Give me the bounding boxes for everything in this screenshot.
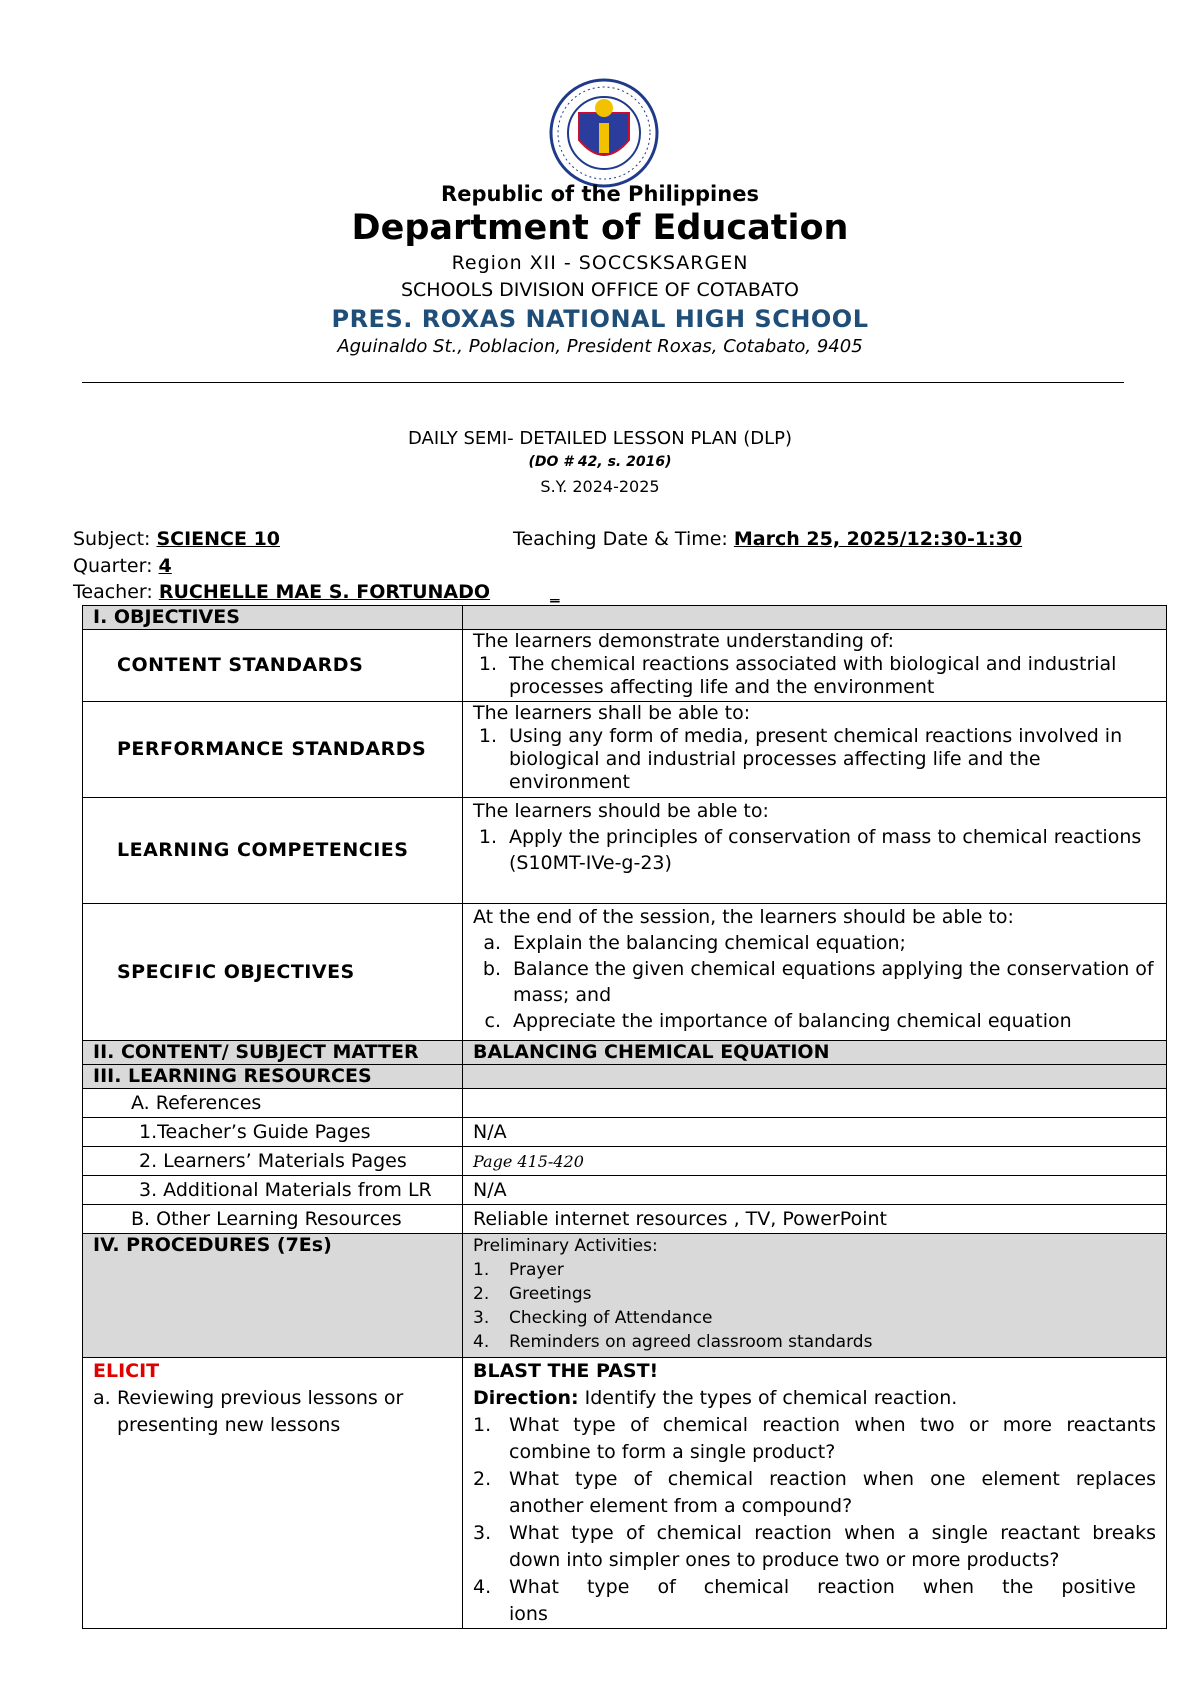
department-title: Department of Education (351, 208, 849, 248)
school-year: S.Y. 2024-2025 (540, 477, 660, 496)
list-item: a. Explain the balancing chemical equation; (483, 932, 906, 954)
elicit-sub-item: a. Reviewing previous lessons or presenting new lessons (93, 1387, 404, 1436)
list-item: 2. What type of chemical reaction when one element replaces another element from a compound? (473, 1468, 1156, 1517)
procedures-row (83, 1234, 1167, 1358)
specific-objectives-cell (463, 904, 1167, 1041)
procedures-intro: Preliminary Activities: (473, 1236, 658, 1256)
references-row (83, 1089, 1167, 1118)
teachers-guide-value: N/A (463, 1118, 1167, 1147)
list-item: 4. Reminders on agreed classroom standards (473, 1332, 873, 1352)
plan-title: DAILY SEMI- DETAILED LESSON PLAN (DLP) (407, 428, 792, 449)
date-label: Teaching Date & Time: (513, 528, 734, 550)
deped-seal-icon (549, 78, 659, 188)
content-standards-cell (463, 630, 1167, 702)
additional-materials-row (83, 1176, 1167, 1205)
content-standards-row (83, 630, 1167, 702)
performance-standards-label: PERFORMANCE STANDARDS (83, 702, 463, 798)
quarter-value: 4 (158, 555, 172, 577)
objectives-heading: I. OBJECTIVES (83, 606, 463, 630)
list-item: 1. What type of chemical reaction when two or more reactants combine to form a single product? (473, 1414, 1156, 1463)
other-resources-value: Reliable internet resources , TV, PowerPoint (463, 1205, 1167, 1234)
performance-standards-cell (463, 702, 1167, 798)
learners-materials-label: 2. Learners’ Materials Pages (83, 1147, 463, 1176)
division-line: SCHOOLS DIVISION OFFICE OF COTABATO (400, 279, 800, 301)
quarter-field (73, 555, 172, 577)
teachers-guide-row (83, 1118, 1167, 1147)
objectives-header-row (83, 606, 1167, 630)
elicit-cell (83, 1358, 463, 1629)
list-item: 1. Using any form of media, present chemical reactions involved in biological and industrial processes affecting life and the environment (478, 725, 1123, 793)
other-resources-row (83, 1205, 1167, 1234)
list-item: 2. Greetings (473, 1284, 592, 1304)
content-row (83, 1041, 1167, 1065)
list-item: b. Balance the given chemical equations applying the conservation of mass; and (482, 958, 1154, 1006)
performance-standards-intro: The learners shall be able to: (473, 702, 751, 724)
learners-materials-row (83, 1147, 1167, 1176)
learning-competencies-row (83, 798, 1167, 904)
competency-code: (S10MT-IVe-g-23) (509, 852, 672, 874)
learning-competencies-intro: The learners should be able to: (473, 800, 769, 822)
resources-label: III. LEARNING RESOURCES (83, 1065, 463, 1089)
list-item: 1. The chemical reactions associated with biological and industrial processes affecting life and the environment (478, 653, 1117, 698)
subject-value: SCIENCE 10 (156, 528, 281, 550)
content-standards-intro: The learners demonstrate understanding of: (473, 630, 895, 652)
republic-line: Republic of the Philippines (441, 182, 759, 206)
procedures-label: IV. PROCEDURES (7Es) (83, 1234, 463, 1358)
learning-competencies-label: LEARNING COMPETENCIES (83, 798, 463, 904)
references-label: A. References (83, 1089, 463, 1118)
additional-materials-label: 3. Additional Materials from LR (83, 1176, 463, 1205)
header-divider (82, 382, 1124, 383)
elicit-label: ELICIT (93, 1360, 160, 1382)
learning-competencies-cell (463, 798, 1167, 904)
list-item: 3. What type of chemical reaction when a single reactant breaks down into simpler ones to produce two or more products? (473, 1522, 1156, 1571)
specific-objectives-label: SPECIFIC OBJECTIVES (83, 904, 463, 1041)
subject-label: Subject: (73, 528, 157, 550)
teacher-label: Teacher: (73, 581, 159, 603)
quarter-label: Quarter: (73, 555, 159, 577)
additional-materials-value: N/A (463, 1176, 1167, 1205)
elicit-activity-cell (463, 1358, 1167, 1629)
plan-order: (DO # 42, s. 2016) (528, 454, 672, 470)
specific-objectives-row (83, 904, 1167, 1041)
list-item: c. Appreciate the importance of balancing chemical equation (484, 1010, 1072, 1032)
teacher-field (73, 581, 560, 603)
region-line: Region XII - SOCCSKSARGEN (451, 252, 749, 274)
content-standards-label: CONTENT STANDARDS (83, 630, 463, 702)
direction-line: Direction: Identify the types of chemical reaction. (473, 1387, 958, 1409)
list-item: 1. Prayer (473, 1260, 564, 1280)
activity-title: BLAST THE PAST! (473, 1360, 659, 1382)
performance-standards-row (83, 702, 1167, 798)
school-name: PRES. ROXAS NATIONAL HIGH SCHOOL (331, 305, 869, 333)
teachers-guide-label: 1.Teacher’s Guide Pages (83, 1118, 463, 1147)
content-value: BALANCING CHEMICAL EQUATION (463, 1041, 1167, 1065)
list-item: 3. Checking of Attendance (473, 1308, 713, 1328)
content-label: II. CONTENT/ SUBJECT MATTER (83, 1041, 463, 1065)
subject-field (73, 528, 280, 550)
specific-objectives-intro: At the end of the session, the learners should be able to: (473, 906, 1014, 928)
date-value: March 25, 2025/12:30-1:30 (733, 528, 1023, 550)
teaching-date-field (513, 528, 1022, 550)
other-resources-label: B. Other Learning Resources (83, 1205, 463, 1234)
procedures-cell (463, 1234, 1167, 1358)
school-address: Aguinaldo St., Poblacion, President Roxas, Cotabato, 9405 (337, 336, 863, 357)
resources-header-row (83, 1065, 1167, 1089)
learners-materials-value: Page 415-420 (463, 1147, 1167, 1176)
teacher-value: RUCHELLE MAE S. FORTUNADO (158, 581, 491, 603)
lesson-plan-table (82, 605, 1167, 1629)
list-item: 4. What type of chemical reaction when the positive ions (473, 1576, 1136, 1625)
teacher-trail: _ (550, 581, 560, 603)
list-item: 1. Apply the principles of conservation of mass to chemical reactions (478, 826, 1142, 848)
elicit-row (83, 1358, 1167, 1629)
